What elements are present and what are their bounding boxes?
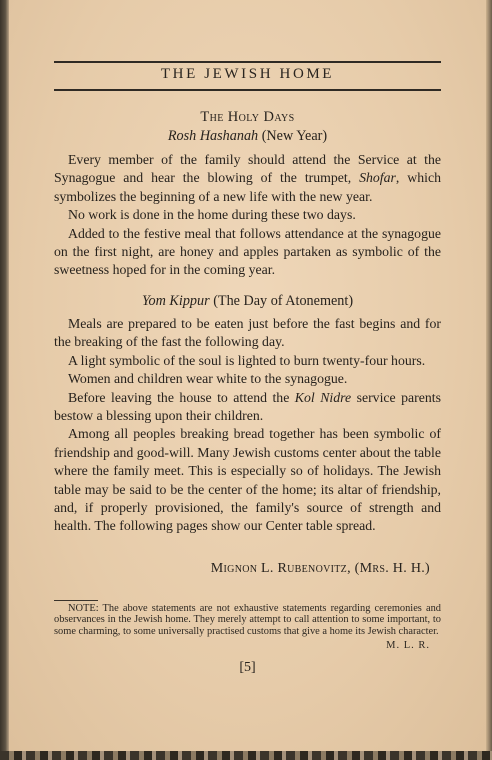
paragraph: Meals are prepared to be eaten just before the fast begins and for the breaking of the fast the following day. [54,316,441,350]
section-title-text: The Holy Days [200,109,295,125]
kol-nidre-term: Kol Nidre [294,389,352,405]
paragraph-text: Before leaving the house to attend the [68,389,295,405]
paragraph: Women and children wear white to the synagogue. [68,371,348,387]
page-bottom-edge [0,751,492,760]
running-header: THE JEWISH HOME [160,66,335,82]
paragraph-text: Every member of the family should attend the Service at the Synagogue and hear the blowing of the trumpet, [54,152,441,186]
paragraph: Added to the festive meal that follows attendance at the synagogue on the first night, are honey and apples partaken as symbolic of the sweetness hoped for in the coming year. [54,225,441,278]
header-rule-bottom [54,89,441,91]
author-signature: Mignon L. Rubenovitz, (Mrs. H. H.) [210,561,430,576]
footnote-initials: M. L. R. [386,640,430,651]
yom-kippur-body [54,315,441,536]
yom-kippur-gloss: (The Day of Atonement) [213,293,354,309]
rosh-hashanah-heading [54,128,441,145]
yom-kippur-name: Yom Kippur [141,293,210,309]
footnote: NOTE: The above statements are not exhaustive statements regarding ceremonies and observances in the Jewish home. They merely attempt to call attention to some important, to some charming, to some universally practised customs that give a home its Jewish character. [54,603,441,637]
section-title [54,109,441,126]
shofar-term: Shofar [359,170,396,186]
page-right-edge [486,0,492,760]
page-number: [5] [239,660,256,675]
header-rule-top [54,61,441,63]
rosh-hashanah-name: Rosh Hashanah [167,128,259,144]
paragraph: No work is done in the home during these two days. [68,207,356,223]
paragraph [54,389,441,426]
paragraph-text: , which symbolizes the beginning of a new life with the new year. [54,170,441,204]
footnote-rule [54,600,98,601]
rosh-hashanah-gloss: (New Year) [261,128,328,144]
paragraph [54,151,441,206]
paragraph-text: service parents bestow a blessing upon their children. [54,389,441,424]
book-spine-shadow [0,0,9,760]
paragraph: Among all peoples breaking bread together has been symbolic of friendship and good-will. Many Jewish customs center about the table where the family meet. This is especially so of holidays. The Jewish table may be said to be the center of the home; its altar of friendship, and, if properly provisioned, the family's source of strength and health. The following pages show our Center table spread. [54,426,441,534]
yom-kippur-heading [54,293,441,310]
paragraph: A light symbolic of the soul is lighted to burn twenty-four hours. [68,352,426,368]
rosh-hashanah-body [54,151,441,280]
